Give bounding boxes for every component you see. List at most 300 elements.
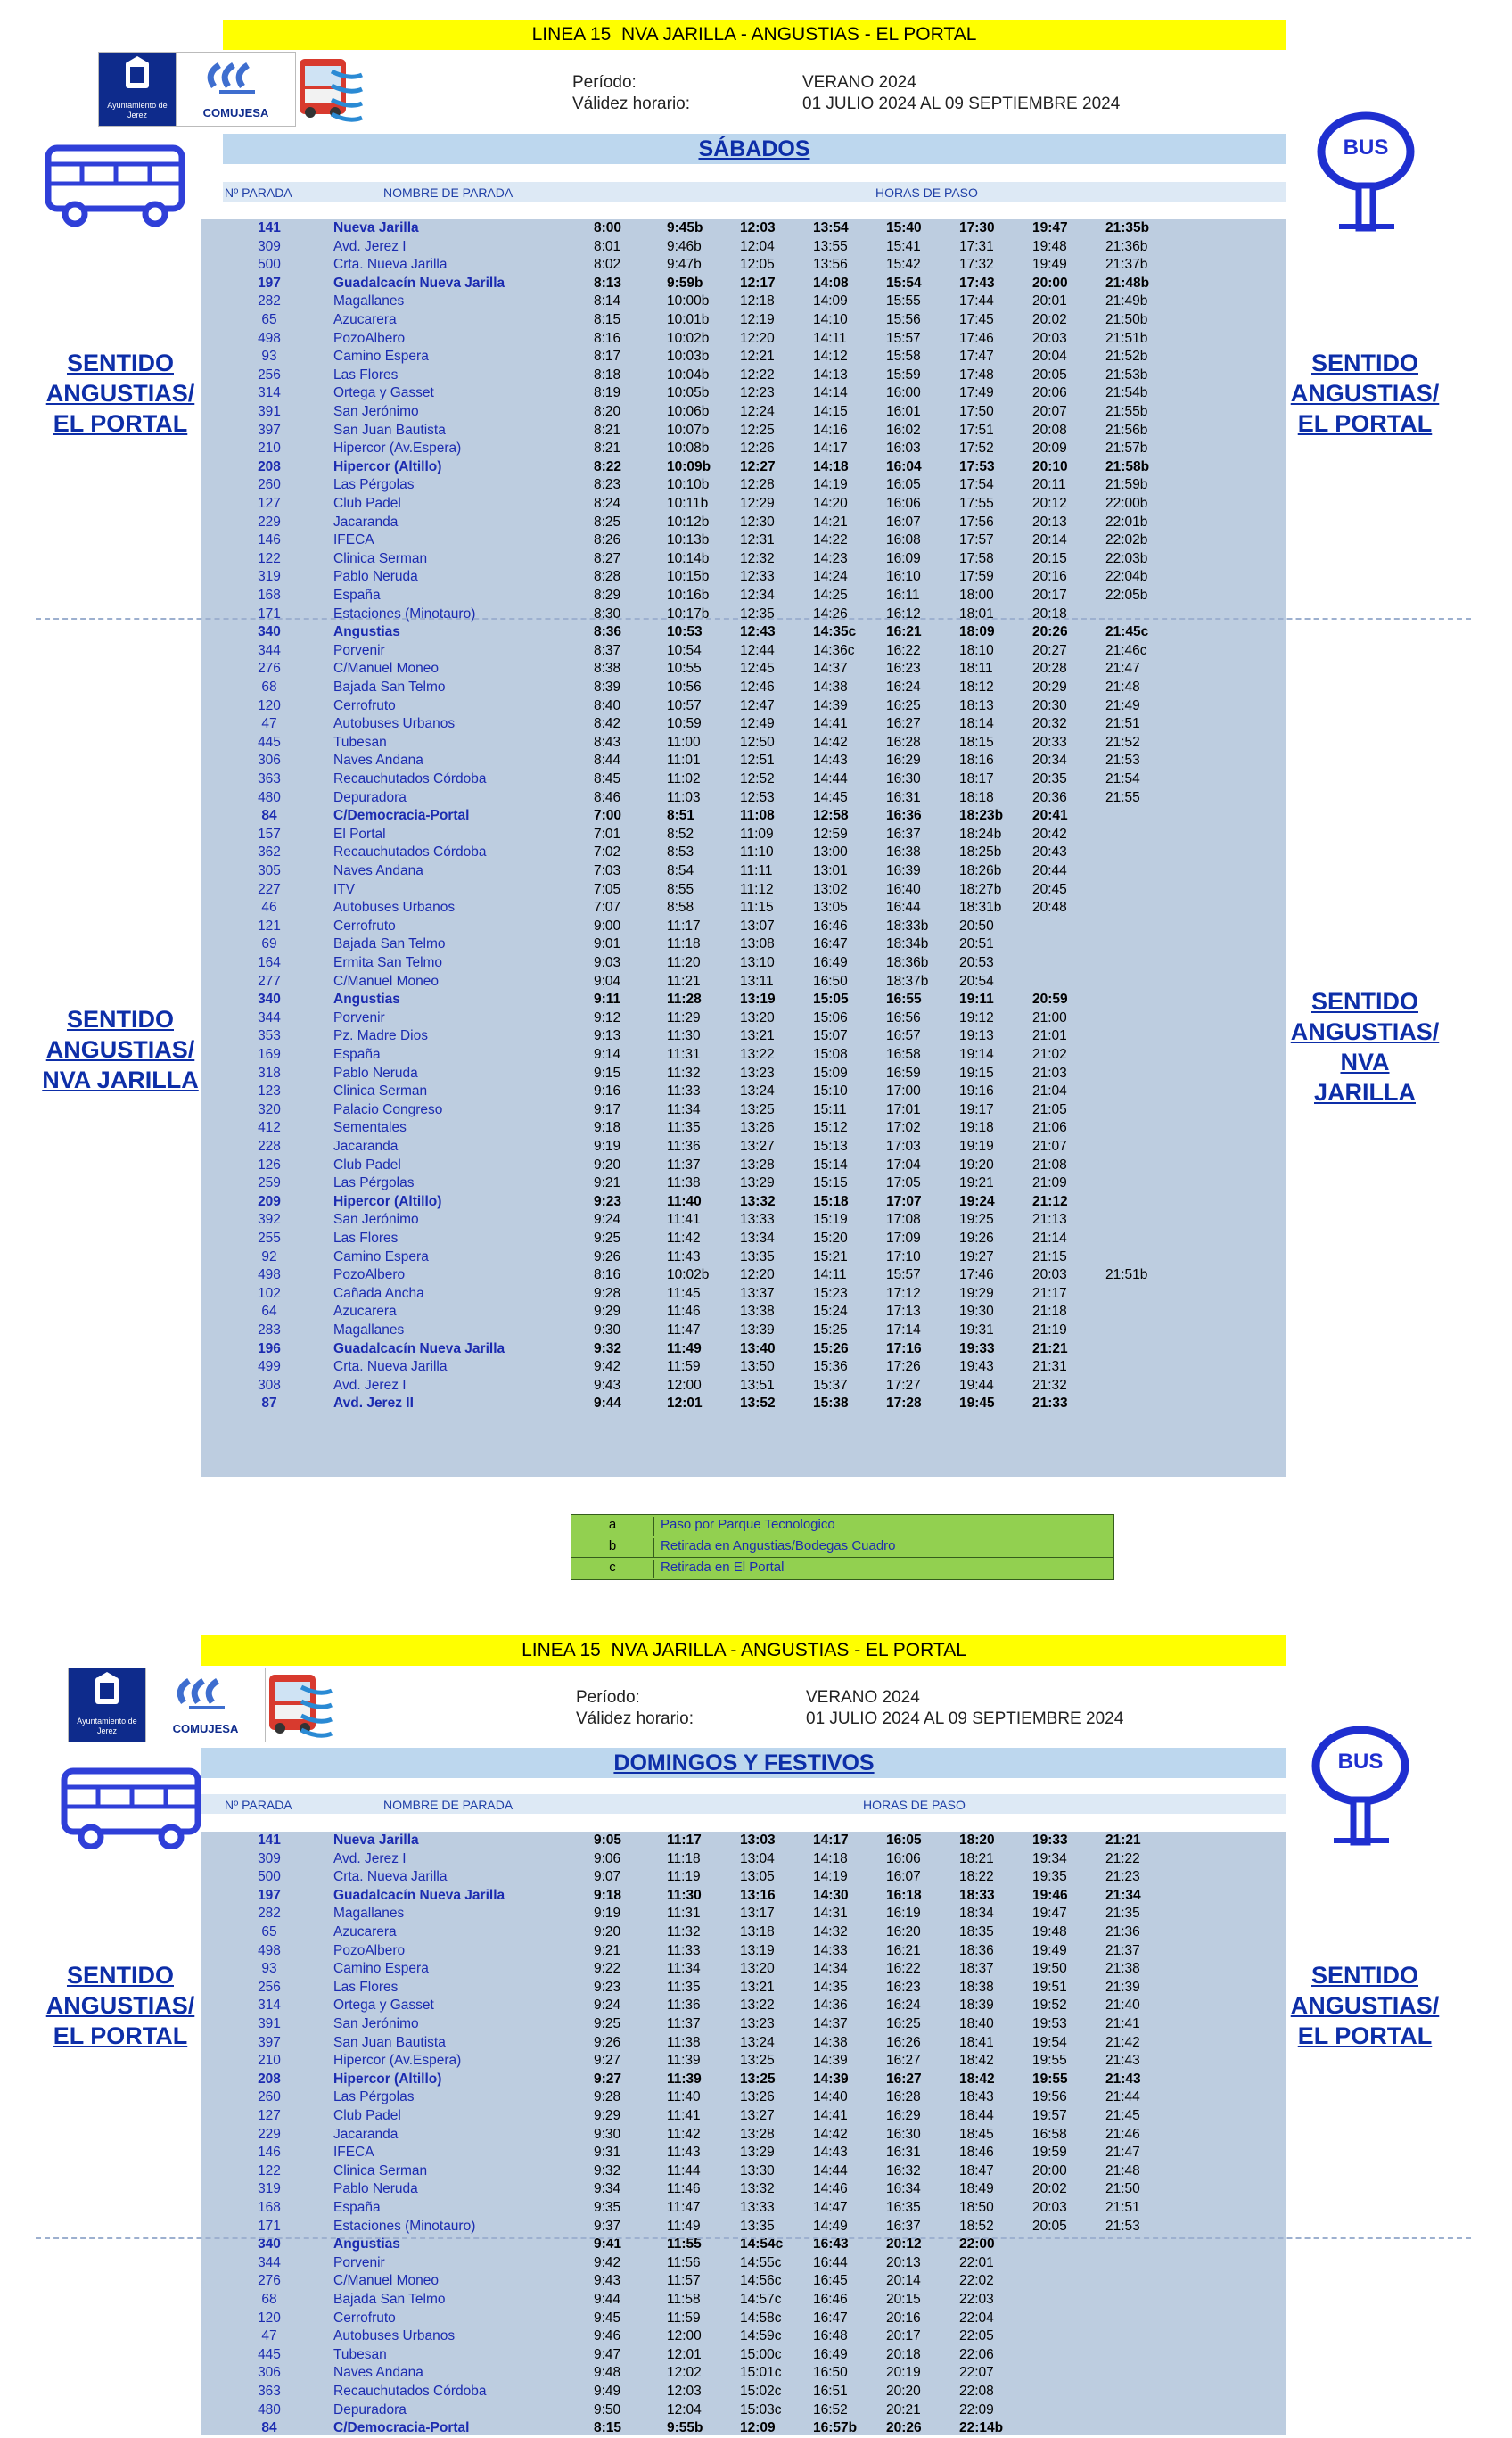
departure-time: 17:57 bbox=[959, 532, 994, 548]
stop-number: 397 bbox=[258, 422, 281, 438]
departure-time: 18:34b bbox=[886, 936, 929, 952]
departure-time: 12:21 bbox=[740, 349, 775, 365]
departure-time: 8:21 bbox=[594, 422, 621, 438]
table-row bbox=[201, 1942, 1286, 1961]
departure-time: 21:00 bbox=[1032, 1009, 1067, 1025]
stop-number: 121 bbox=[258, 918, 281, 934]
bus-outline-icon bbox=[59, 1766, 203, 1849]
departure-time: 21:48 bbox=[1105, 2162, 1140, 2179]
departure-time: 20:20 bbox=[886, 2384, 921, 2399]
table-row bbox=[201, 605, 1286, 624]
departure-time: 13:03 bbox=[740, 1833, 776, 1848]
departure-time: 13:34 bbox=[740, 1231, 775, 1246]
departure-time: 15:38 bbox=[813, 1396, 849, 1412]
stop-name: Hipercor (Altillo) bbox=[333, 458, 442, 474]
departure-time: 10:56 bbox=[667, 680, 702, 695]
sabados-title: SÁBADOS bbox=[223, 134, 1286, 164]
departure-time: 19:34 bbox=[1032, 1850, 1067, 1866]
stop-number: 397 bbox=[258, 2034, 281, 2050]
departure-time: 16:52 bbox=[813, 2401, 848, 2417]
departure-time: 21:36b bbox=[1105, 238, 1148, 254]
departure-time: 20:03 bbox=[1032, 2200, 1067, 2215]
departure-time: 9:44 bbox=[594, 1396, 622, 1412]
table-row bbox=[201, 1358, 1286, 1377]
departure-time: 20:43 bbox=[1032, 844, 1067, 861]
line-title-bar: LINEA 15 NVA JARILLA - ANGUSTIAS - EL PORTAL bbox=[223, 20, 1286, 50]
departure-time: 15:14 bbox=[813, 1157, 848, 1173]
departure-time: 17:26 bbox=[886, 1359, 921, 1375]
departure-time: 21:35b bbox=[1105, 220, 1150, 235]
departure-time: 9:24 bbox=[594, 1212, 621, 1228]
departure-time: 10:11b bbox=[667, 496, 709, 511]
departure-time: 21:52 bbox=[1105, 734, 1140, 750]
stop-number: 92 bbox=[261, 1248, 277, 1264]
stop-number: 68 bbox=[261, 680, 277, 695]
stop-number: 255 bbox=[258, 1231, 281, 1246]
departure-time: 10:09b bbox=[667, 458, 711, 474]
departure-time: 14:36c bbox=[813, 642, 855, 658]
departure-time: 15:03c bbox=[740, 2401, 782, 2417]
departure-time: 12:01 bbox=[667, 2346, 702, 2362]
departure-time: 10:07b bbox=[667, 422, 710, 438]
departure-time: 17:58 bbox=[959, 550, 994, 566]
stop-number: 344 bbox=[258, 1009, 281, 1025]
departure-time: 11:33 bbox=[667, 1083, 701, 1100]
stop-name: Palacio Congreso bbox=[333, 1101, 443, 1117]
departure-time: 15:18 bbox=[813, 1193, 849, 1209]
departure-time: 13:32 bbox=[740, 2181, 775, 2197]
departure-time: 11:19 bbox=[667, 1869, 701, 1885]
departure-time: 15:07 bbox=[813, 1028, 848, 1044]
stop-number: 445 bbox=[258, 2346, 281, 2362]
departure-time: 11:43 bbox=[667, 2145, 701, 2161]
departure-time: 11:49 bbox=[667, 1340, 702, 1356]
departure-time: 14:36 bbox=[813, 1997, 848, 2014]
stop-number: 141 bbox=[258, 1833, 281, 1848]
stop-name: San Juan Bautista bbox=[333, 2034, 446, 2050]
departure-time: 16:21 bbox=[886, 1942, 921, 1958]
stop-number: 320 bbox=[258, 1101, 281, 1117]
departure-time: 13:17 bbox=[740, 1906, 775, 1922]
departure-time: 17:45 bbox=[959, 312, 994, 327]
departure-time: 17:46 bbox=[959, 330, 994, 346]
departure-time: 19:16 bbox=[959, 1083, 994, 1100]
departure-time: 20:18 bbox=[1032, 605, 1067, 622]
departure-time: 9:45 bbox=[594, 2310, 621, 2326]
legend-row: c Retirada en El Portal bbox=[571, 1558, 1113, 1578]
stop-name: San Jerónimo bbox=[333, 1212, 419, 1228]
departure-time: 20:16 bbox=[886, 2310, 921, 2326]
departure-time: 21:39 bbox=[1105, 1979, 1140, 1995]
departure-time: 11:32 bbox=[667, 1065, 701, 1081]
stop-name: Las Pérgolas bbox=[333, 2089, 415, 2105]
departure-time: 21:51 bbox=[1105, 716, 1140, 732]
departure-time: 9:14 bbox=[594, 1047, 621, 1062]
departure-time: 12:53 bbox=[740, 789, 775, 805]
departure-time: 20:21 bbox=[886, 2401, 921, 2417]
departure-time: 20:01 bbox=[1032, 293, 1067, 309]
stop-name: Cerrofruto bbox=[333, 2310, 396, 2326]
departure-time: 13:33 bbox=[740, 2200, 775, 2215]
departure-time: 19:55 bbox=[1032, 2071, 1068, 2087]
departure-time: 9:15 bbox=[594, 1065, 621, 1081]
departure-time: 21:21 bbox=[1105, 1833, 1141, 1848]
stop-number: 344 bbox=[258, 642, 281, 658]
departure-time: 13:52 bbox=[740, 1396, 776, 1412]
col-horas-label: HORAS DE PASO bbox=[863, 1798, 966, 1812]
departure-time: 8:00 bbox=[594, 220, 622, 235]
departure-time: 11:34 bbox=[667, 1101, 701, 1117]
departure-time: 14:19 bbox=[813, 1869, 848, 1885]
table-row bbox=[201, 2364, 1286, 2383]
departure-time: 10:54 bbox=[667, 642, 702, 658]
departure-time: 16:12 bbox=[886, 605, 921, 622]
departure-time: 13:05 bbox=[813, 900, 848, 916]
departure-time: 15:19 bbox=[813, 1212, 848, 1228]
departure-time: 21:34 bbox=[1105, 1887, 1141, 1903]
stop-name: ITV bbox=[333, 881, 356, 897]
departure-time: 11:41 bbox=[667, 2108, 701, 2123]
table-row bbox=[201, 973, 1286, 992]
table-row bbox=[201, 2199, 1286, 2218]
departure-time: 20:11 bbox=[1032, 477, 1066, 493]
escudo-jerez-logo bbox=[98, 52, 177, 127]
stop-name: Cerrofruto bbox=[333, 697, 396, 713]
table-row bbox=[201, 458, 1286, 477]
departure-time: 13:50 bbox=[740, 1359, 775, 1375]
departure-time: 21:52b bbox=[1105, 349, 1148, 365]
stop-name: Club Padel bbox=[333, 2108, 401, 2123]
departure-time: 15:13 bbox=[813, 1139, 848, 1154]
comujesa-logo bbox=[145, 1668, 266, 1742]
departure-time: 9:48 bbox=[594, 2365, 621, 2381]
departure-time: 15:05 bbox=[813, 992, 849, 1008]
stop-name: IFECA bbox=[333, 2145, 374, 2161]
stop-name: Pablo Neruda bbox=[333, 569, 418, 585]
departure-time: 14:44 bbox=[813, 2162, 848, 2179]
departure-time: 11:37 bbox=[667, 1157, 701, 1173]
departure-time: 8:19 bbox=[594, 385, 621, 401]
departure-time: 15:58 bbox=[886, 349, 921, 365]
departure-time: 13:18 bbox=[740, 1924, 775, 1940]
stop-number: 65 bbox=[261, 312, 277, 327]
departure-time: 12:04 bbox=[667, 2401, 702, 2417]
table-row bbox=[201, 2291, 1286, 2310]
departure-time: 16:43 bbox=[813, 2236, 849, 2253]
departure-time: 11:02 bbox=[667, 771, 701, 787]
departure-time: 8:58 bbox=[667, 900, 694, 916]
departure-time: 16:26 bbox=[886, 2034, 921, 2050]
stop-name: Porvenir bbox=[333, 642, 385, 658]
departure-time: 21:51b bbox=[1105, 330, 1148, 346]
stop-name: Jacaranda bbox=[333, 1139, 399, 1154]
table-row bbox=[201, 1119, 1286, 1138]
departure-time: 8:13 bbox=[594, 275, 622, 291]
departure-time: 19:33 bbox=[1032, 1833, 1068, 1848]
departure-time: 21:48 bbox=[1105, 680, 1140, 695]
departure-time: 18:12 bbox=[959, 680, 994, 695]
departure-time: 21:06 bbox=[1032, 1120, 1067, 1136]
stop-number: 445 bbox=[258, 734, 281, 750]
departure-time: 14:09 bbox=[813, 293, 848, 309]
table-row bbox=[201, 2272, 1286, 2291]
departure-time: 19:56 bbox=[1032, 2089, 1067, 2105]
table-row bbox=[201, 1979, 1286, 1997]
sabados-column-header bbox=[223, 182, 1286, 202]
departure-time: 16:48 bbox=[813, 2328, 848, 2344]
departure-time: 8:53 bbox=[667, 844, 694, 861]
departure-time: 9:19 bbox=[594, 1139, 621, 1154]
departure-time: 11:49 bbox=[667, 2218, 701, 2234]
departure-time: 12:58 bbox=[813, 808, 849, 824]
table-row bbox=[201, 367, 1286, 385]
departure-time: 16:08 bbox=[886, 532, 921, 548]
departure-time: 9:34 bbox=[594, 2181, 621, 2197]
departure-time: 8:30 bbox=[594, 605, 621, 622]
departure-time: 15:23 bbox=[813, 1285, 848, 1301]
departure-time: 11:59 bbox=[667, 2310, 701, 2326]
departure-time: 19:49 bbox=[1032, 257, 1067, 273]
table-row bbox=[201, 2034, 1286, 2053]
departure-time: 9:13 bbox=[594, 1028, 621, 1044]
departure-time: 12:03 bbox=[740, 220, 776, 235]
table-row bbox=[201, 311, 1286, 330]
table-row bbox=[201, 1850, 1286, 1869]
departure-time: 14:33 bbox=[813, 1942, 848, 1958]
departure-time: 19:18 bbox=[959, 1120, 994, 1136]
departure-time: 9:32 bbox=[594, 1340, 622, 1356]
departure-time: 13:24 bbox=[740, 1083, 775, 1100]
table-row bbox=[201, 1340, 1286, 1359]
departure-time: 16:30 bbox=[886, 771, 921, 787]
stop-name: Magallanes bbox=[333, 293, 405, 309]
sentido-portal-left: SENTIDO ANGUSTIAS/ EL PORTAL bbox=[45, 1962, 195, 2049]
departure-time: 13:01 bbox=[813, 863, 848, 878]
stop-number: 256 bbox=[258, 367, 281, 383]
departure-time: 13:10 bbox=[740, 955, 775, 970]
departure-time: 12:04 bbox=[740, 238, 775, 254]
departure-time: 21:37 bbox=[1105, 1942, 1140, 1958]
bus-stop-sign-icon bbox=[1309, 107, 1434, 232]
departure-time: 19:31 bbox=[959, 1322, 994, 1338]
departure-time: 10:17b bbox=[667, 605, 710, 622]
departure-time: 12:44 bbox=[740, 642, 775, 658]
departure-time: 20:30 bbox=[1032, 697, 1067, 713]
departure-time: 12:18 bbox=[740, 293, 775, 309]
departure-time: 18:35 bbox=[959, 1924, 994, 1940]
departure-time: 19:44 bbox=[959, 1377, 994, 1393]
departure-time: 8:29 bbox=[594, 588, 621, 603]
departure-time: 22:02 bbox=[959, 2273, 994, 2289]
departure-time: 16:28 bbox=[886, 2089, 921, 2105]
departure-time: 12:02 bbox=[667, 2365, 702, 2381]
departure-time: 21:57b bbox=[1105, 441, 1148, 457]
departure-time: 9:42 bbox=[594, 1359, 621, 1375]
table-row bbox=[201, 256, 1286, 275]
stop-name: Recauchutados Córdoba bbox=[333, 844, 487, 861]
departure-time: 10:01b bbox=[667, 312, 710, 327]
stop-name: Hipercor (Altillo) bbox=[333, 2071, 442, 2087]
departure-time: 13:30 bbox=[740, 2162, 775, 2179]
sentido-jarilla-left: SENTIDO ANGUSTIAS/ NVA JARILLA bbox=[42, 1006, 199, 1093]
departure-time: 21:48b bbox=[1105, 275, 1150, 291]
departure-time: 21:53 bbox=[1105, 2218, 1140, 2234]
stop-name: Hipercor (Altillo) bbox=[333, 1193, 442, 1209]
departure-time: 21:19 bbox=[1032, 1322, 1067, 1338]
departure-time: 16:55 bbox=[886, 992, 922, 1008]
departure-time: 14:39 bbox=[813, 697, 848, 713]
departure-time: 22:07 bbox=[959, 2365, 994, 2381]
departure-time: 11:15 bbox=[740, 900, 774, 916]
departure-time: 21:59b bbox=[1105, 477, 1148, 493]
stop-number: 229 bbox=[258, 514, 281, 530]
departure-time: 18:20 bbox=[959, 1833, 995, 1848]
departure-time: 9:20 bbox=[594, 1157, 621, 1173]
departure-time: 11:30 bbox=[667, 1887, 702, 1903]
departure-time: 16:58 bbox=[886, 1047, 921, 1062]
departure-time: 18:22 bbox=[959, 1869, 994, 1885]
table-row bbox=[201, 954, 1286, 973]
departure-time: 17:08 bbox=[886, 1212, 921, 1228]
section-divider bbox=[36, 618, 1471, 620]
departure-time: 9:41 bbox=[594, 2236, 622, 2253]
departure-time: 19:27 bbox=[959, 1248, 994, 1264]
departure-time: 12:00 bbox=[667, 1377, 702, 1393]
departure-time: 9:50 bbox=[594, 2401, 621, 2417]
departure-time: 13:28 bbox=[740, 2126, 775, 2142]
departure-time: 9:59b bbox=[667, 275, 703, 291]
departure-time: 11:32 bbox=[667, 1924, 701, 1940]
stop-name: Pz. Madre Dios bbox=[333, 1028, 428, 1044]
departure-time: 8:17 bbox=[594, 349, 621, 365]
departure-time: 13:04 bbox=[740, 1850, 775, 1866]
table-row bbox=[201, 660, 1286, 679]
departure-time: 19:59 bbox=[1032, 2145, 1067, 2161]
departure-time: 14:18 bbox=[813, 1850, 848, 1866]
departure-time: 14:41 bbox=[813, 716, 848, 732]
departure-time: 20:09 bbox=[1032, 441, 1067, 457]
departure-time: 18:21 bbox=[959, 1850, 994, 1866]
departure-time: 9:29 bbox=[594, 1304, 621, 1320]
table-row bbox=[201, 1960, 1286, 1979]
departure-time: 12:09 bbox=[740, 2420, 776, 2436]
departure-time: 8:16 bbox=[594, 330, 621, 346]
departure-time: 13:11 bbox=[740, 973, 774, 989]
stop-number: 276 bbox=[258, 2273, 281, 2289]
departure-time: 21:31 bbox=[1032, 1359, 1067, 1375]
stop-number: 500 bbox=[258, 1869, 281, 1885]
departure-time: 13:32 bbox=[740, 1193, 776, 1209]
stop-name: Guadalcacín Nueva Jarilla bbox=[333, 1887, 505, 1903]
departure-time: 14:49 bbox=[813, 2218, 848, 2234]
departure-time: 13:02 bbox=[813, 881, 848, 897]
departure-time: 10:55 bbox=[667, 661, 702, 677]
bus-outline-icon bbox=[43, 143, 187, 227]
departure-time: 16:10 bbox=[886, 569, 921, 585]
departure-time: 22:00 bbox=[959, 2236, 995, 2253]
stop-number: 392 bbox=[258, 1212, 281, 1228]
departure-time: 11:20 bbox=[667, 955, 701, 970]
departure-time: 16:29 bbox=[886, 2108, 921, 2123]
departure-time: 9:30 bbox=[594, 1322, 621, 1338]
table-row bbox=[201, 1138, 1286, 1157]
departure-time: 21:17 bbox=[1032, 1285, 1067, 1301]
departure-time: 9:45b bbox=[667, 220, 703, 235]
departure-time: 22:01b bbox=[1105, 514, 1148, 530]
departure-time: 11:40 bbox=[667, 2089, 701, 2105]
departure-time: 21:05 bbox=[1032, 1101, 1067, 1117]
periodo-value: VERANO 2024 bbox=[806, 1688, 920, 1707]
departure-time: 14:35c bbox=[813, 624, 857, 640]
departure-time: 13:56 bbox=[813, 257, 848, 273]
departure-time: 22:08 bbox=[959, 2384, 994, 2399]
departure-time: 9:04 bbox=[594, 973, 621, 989]
sentido-portal-right: SENTIDO ANGUSTIAS/ EL PORTAL bbox=[1290, 350, 1440, 437]
stop-name: Estaciones (Minotauro) bbox=[333, 2218, 476, 2234]
table-row bbox=[201, 789, 1286, 808]
stop-name: Naves Andana bbox=[333, 753, 423, 769]
comujesa-label: COMUJESA bbox=[172, 1722, 239, 1735]
stop-number: 69 bbox=[261, 936, 277, 952]
departure-time: 21:45c bbox=[1105, 624, 1149, 640]
departure-time: 11:29 bbox=[667, 1009, 701, 1025]
departure-time: 22:04b bbox=[1105, 569, 1148, 585]
departure-time: 21:04 bbox=[1032, 1083, 1067, 1100]
table-row bbox=[201, 2052, 1286, 2071]
departure-time: 16:34 bbox=[886, 2181, 921, 2197]
departure-time: 9:07 bbox=[594, 1869, 621, 1885]
departure-time: 10:13b bbox=[667, 532, 710, 548]
departure-time: 9:18 bbox=[594, 1120, 621, 1136]
departure-time: 9:27 bbox=[594, 2071, 622, 2087]
departure-time: 13:25 bbox=[740, 2053, 775, 2069]
stop-number: 146 bbox=[258, 532, 281, 548]
departure-time: 18:33b bbox=[886, 918, 929, 934]
departure-time: 18:14 bbox=[959, 716, 994, 732]
table-row bbox=[201, 495, 1286, 514]
departure-time: 11:31 bbox=[667, 1047, 701, 1062]
departure-time: 14:47 bbox=[813, 2200, 848, 2215]
departure-time: 11:56 bbox=[667, 2254, 701, 2270]
stop-number: 197 bbox=[258, 1887, 281, 1903]
departure-time: 20:00 bbox=[1032, 2162, 1067, 2179]
departure-time: 18:26b bbox=[959, 863, 1002, 878]
departure-time: 16:46 bbox=[813, 2292, 848, 2307]
departure-time: 15:09 bbox=[813, 1065, 848, 1081]
stop-name: Crta. Nueva Jarilla bbox=[333, 1869, 448, 1885]
departure-time: 10:59 bbox=[667, 716, 702, 732]
table-row bbox=[201, 715, 1286, 734]
comujesa-logo bbox=[176, 52, 296, 127]
table-row bbox=[201, 1303, 1286, 1322]
departure-time: 9:47 bbox=[594, 2346, 621, 2362]
departure-time: 12:03 bbox=[667, 2384, 702, 2399]
table-row bbox=[201, 1157, 1286, 1175]
departure-time: 22:14b bbox=[959, 2420, 1004, 2436]
table-row bbox=[201, 238, 1286, 257]
table-row bbox=[201, 2310, 1286, 2328]
sentido-jarilla-right: SENTIDO ANGUSTIAS/ NVA JARILLA bbox=[1290, 988, 1440, 1106]
departure-time: 11:58 bbox=[667, 2292, 701, 2307]
departure-time: 15:40 bbox=[886, 220, 922, 235]
departure-time: 9:26 bbox=[594, 1248, 621, 1264]
departure-time: 20:06 bbox=[1032, 385, 1067, 401]
departure-time: 19:25 bbox=[959, 1212, 994, 1228]
departure-time: 20:48 bbox=[1032, 900, 1067, 916]
departure-time: 11:11 bbox=[740, 863, 773, 878]
departure-time: 8:18 bbox=[594, 367, 621, 383]
table-row bbox=[201, 752, 1286, 770]
